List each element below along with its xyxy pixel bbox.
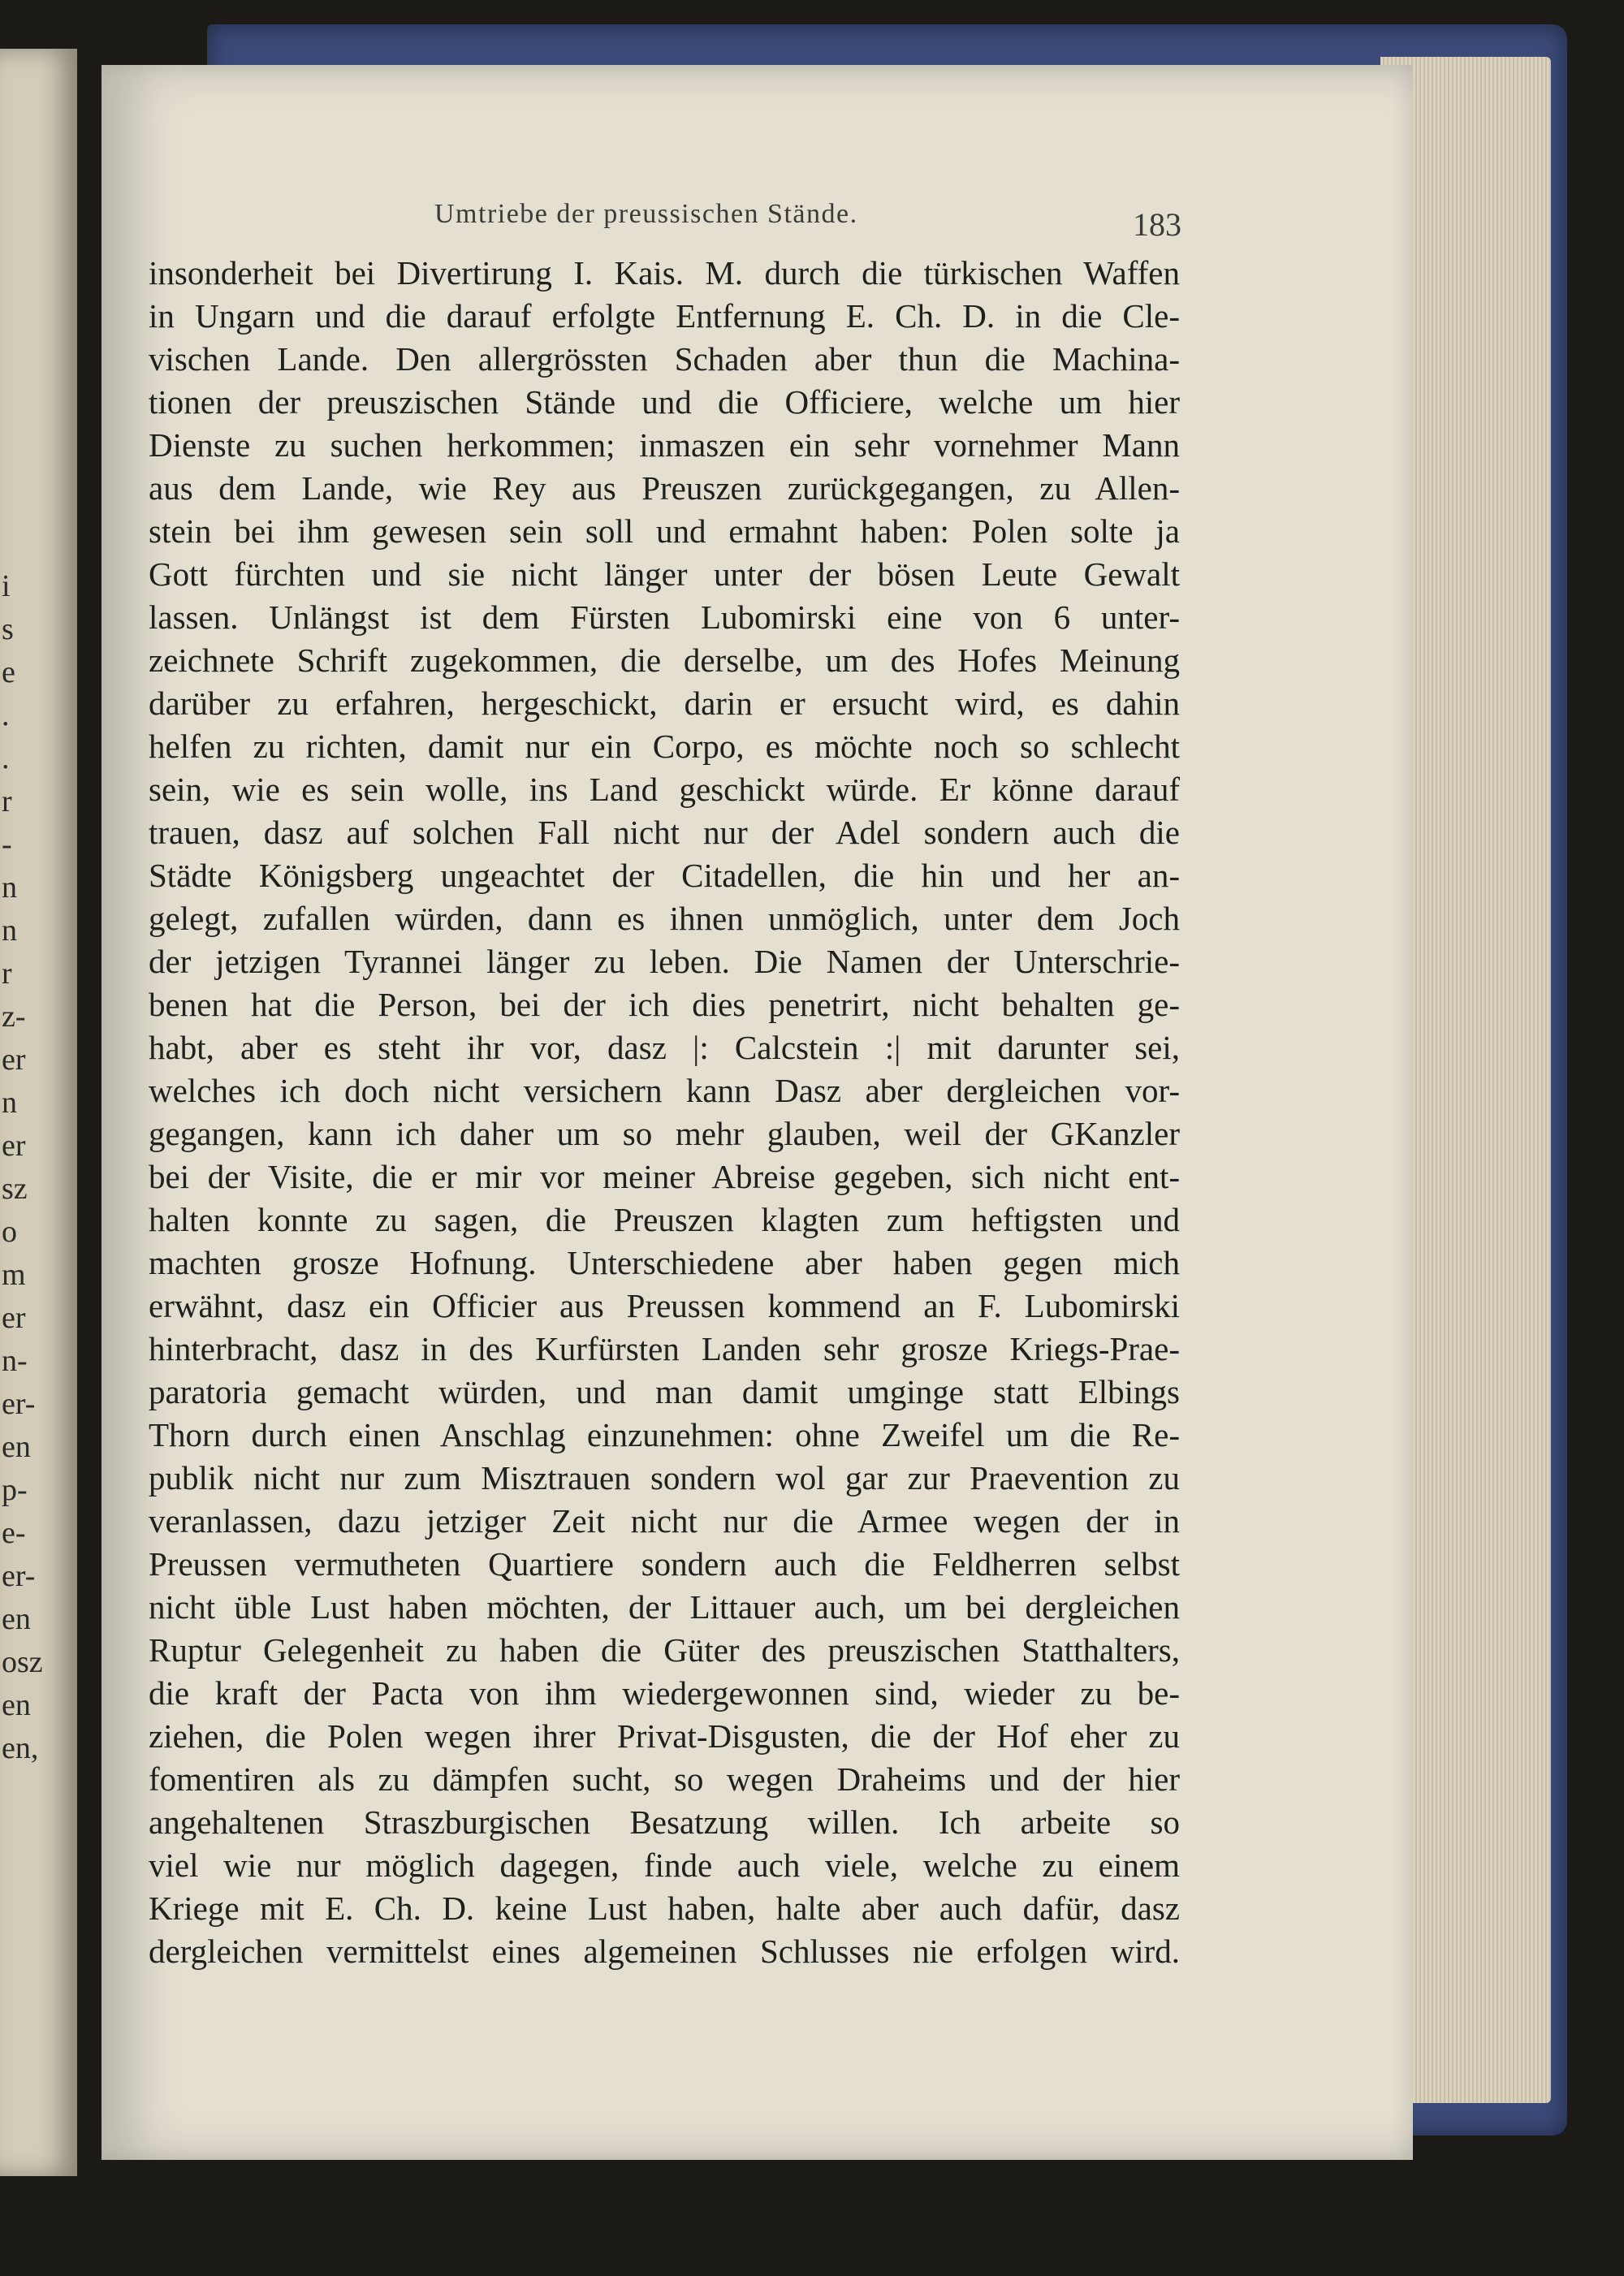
margin-fragment: r — [2, 784, 12, 818]
text-line: gegangen, kann ich daher um so mehr glauben, weil der GKanzler — [149, 1115, 1180, 1152]
margin-fragment: z- — [2, 1000, 26, 1034]
text-line: welches ich doch nicht versichern kann Dasz aber dergleichen vor- — [149, 1072, 1180, 1109]
margin-fragment: n — [2, 913, 17, 948]
margin-fragment: i — [2, 569, 11, 603]
text-line: erwähnt, dasz ein Officier aus Preussen kommend an F. Lubomirski — [149, 1287, 1180, 1324]
text-line: die kraft der Pacta von ihm wiedergewonnen sind, wieder zu be- — [149, 1674, 1180, 1712]
text-line: vischen Lande. Den allergrössten Schaden aber thun die Machina- — [149, 340, 1180, 378]
text-line: aus dem Lande, wie Rey aus Preuszen zurückgegangen, zu Allen- — [149, 469, 1180, 507]
margin-fragment: s — [2, 612, 14, 646]
margin-fragment: . — [2, 698, 10, 732]
body-text — [149, 252, 1180, 1973]
text-line: helfen zu richten, damit nur ein Corpo, es möchte noch so schlecht — [149, 728, 1180, 765]
text-line: nicht üble Lust haben möchten, der Littauer auch, um bei dergleichen — [149, 1588, 1180, 1626]
text-line: hinterbracht, dasz in des Kurfürsten Landen sehr grosze Kriegs-Prae- — [149, 1330, 1180, 1367]
text-line: Gott fürchten und sie nicht länger unter der bösen Leute Gewalt — [149, 555, 1180, 593]
text-line: benen hat die Person, bei der ich dies penetrirt, nicht behalten ge- — [149, 986, 1180, 1023]
text-line: darüber zu erfahren, hergeschickt, darin er ersucht wird, es dahin — [149, 685, 1180, 722]
text-line: paratoria gemacht würden, und man damit umginge statt Elbings — [149, 1373, 1180, 1410]
text-line: veranlassen, dazu jetziger Zeit nicht nur die Armee wegen der in — [149, 1502, 1180, 1540]
text-line: tionen der preuszischen Stände und die Officiere, welche um hier — [149, 383, 1180, 421]
margin-fragment — [2, 135, 50, 178]
text-line: Städte Königsberg ungeachtet der Citadellen, die hin und her an- — [149, 857, 1180, 894]
margin-fragment: er — [2, 1129, 26, 1163]
margin-fragment — [2, 307, 50, 350]
text-line: halten konnte zu sagen, die Preuszen klagten zum heftigsten und — [149, 1201, 1180, 1238]
previous-page-margin-text — [2, 49, 50, 2176]
margin-fragment: o — [2, 1215, 17, 1249]
margin-fragment: e — [2, 655, 15, 689]
text-line: Kriege mit E. Ch. D. keine Lust haben, halte aber auch dafür, dasz — [149, 1889, 1180, 1927]
margin-fragment — [2, 178, 50, 221]
text-line: angehaltenen Straszburgischen Besatzung willen. Ich arbeite so — [149, 1803, 1180, 1841]
text-line: dergleichen vermittelst eines algemeinen Schlusses nie erfolgen wird. — [149, 1933, 1180, 1970]
margin-fragment — [2, 264, 50, 307]
margin-fragment: n — [2, 1086, 17, 1120]
margin-fragment: en, — [2, 1731, 39, 1765]
margin-fragment — [2, 92, 50, 135]
text-line: insonderheit bei Divertirung I. Kais. M. durch die türkischen Waffen — [149, 254, 1180, 292]
margin-fragment: er- — [2, 1559, 36, 1593]
text-line: Dienste zu suchen herkommen; inmaszen ein sehr vornehmer Mann — [149, 426, 1180, 464]
text-line: in Ungarn und die darauf erfolgte Entfernung E. Ch. D. in die Cle- — [149, 297, 1180, 335]
margin-fragment: er — [2, 1043, 26, 1077]
margin-fragment — [2, 49, 50, 92]
text-line: trauen, dasz auf solchen Fall nicht nur der Adel sondern auch die — [149, 814, 1180, 851]
margin-fragment — [2, 393, 50, 436]
text-line: der jetzigen Tyrannei länger zu leben. Die Namen der Unterschrie- — [149, 943, 1180, 980]
text-line: stein bei ihm gewesen sein soll und ermahnt haben: Polen solte ja — [149, 512, 1180, 550]
margin-fragment — [2, 522, 50, 565]
text-line: bei der Visite, die er mir vor meiner Abreise gegeben, sich nicht ent- — [149, 1158, 1180, 1195]
margin-fragment: osz — [2, 1645, 43, 1679]
running-title: Umtriebe der preussischen Stände. — [434, 199, 858, 229]
page-number: 183 — [1133, 206, 1181, 243]
text-line: zeichnete Schrift zugekommen, die derselbe, um des Hofes Meinung — [149, 641, 1180, 679]
margin-fragment: . — [2, 741, 10, 775]
text-line: ziehen, die Polen wegen ihrer Privat-Disgusten, die der Hof eher zu — [149, 1717, 1180, 1755]
margin-fragment: en — [2, 1688, 31, 1722]
margin-fragment: er- — [2, 1387, 36, 1421]
text-line: sein, wie es sein wolle, ins Land geschickt würde. Er könne darauf — [149, 771, 1180, 808]
text-line: Ruptur Gelegenheit zu haben die Güter des preuszischen Statthalters, — [149, 1631, 1180, 1669]
margin-fragment — [2, 436, 50, 479]
text-line: habt, aber es steht ihr vor, dasz |: Calcstein :| mit darunter sei, — [149, 1029, 1180, 1066]
margin-fragment: n — [2, 870, 17, 905]
previous-page-fragment — [0, 49, 77, 2176]
margin-fragment: en — [2, 1430, 31, 1464]
page-header — [434, 199, 1181, 248]
text-line: lassen. Unlängst ist dem Fürsten Lubomirski eine von 6 unter- — [149, 598, 1180, 636]
margin-fragment: sz — [2, 1172, 28, 1206]
text-line: Preussen vermutheten Quartiere sondern auch die Feldherren selbst — [149, 1545, 1180, 1583]
margin-fragment: n- — [2, 1344, 28, 1378]
margin-fragment — [2, 221, 50, 264]
margin-fragment: p- — [2, 1473, 28, 1507]
margin-fragment: er — [2, 1301, 26, 1335]
text-line: machten grosze Hofnung. Unterschiedene aber haben gegen mich — [149, 1244, 1180, 1281]
text-line: fomentiren als zu dämpfen sucht, so wegen Draheims und der hier — [149, 1760, 1180, 1798]
margin-fragment: r — [2, 957, 12, 991]
margin-fragment: m — [2, 1258, 26, 1292]
text-line: publik nicht nur zum Misztrauen sondern wol gar zur Praevention zu — [149, 1459, 1180, 1496]
margin-fragment: - — [2, 827, 12, 862]
margin-fragment — [2, 479, 50, 522]
text-line: viel wie nur möglich dagegen, finde auch viele, welche zu einem — [149, 1846, 1180, 1884]
margin-fragment: en — [2, 1602, 31, 1636]
margin-fragment: e- — [2, 1516, 26, 1550]
margin-fragment — [2, 350, 50, 393]
text-line: gelegt, zufallen würden, dann es ihnen unmöglich, unter dem Joch — [149, 900, 1180, 937]
text-line: Thorn durch einen Anschlag einzunehmen: ohne Zweifel um die Re- — [149, 1416, 1180, 1453]
